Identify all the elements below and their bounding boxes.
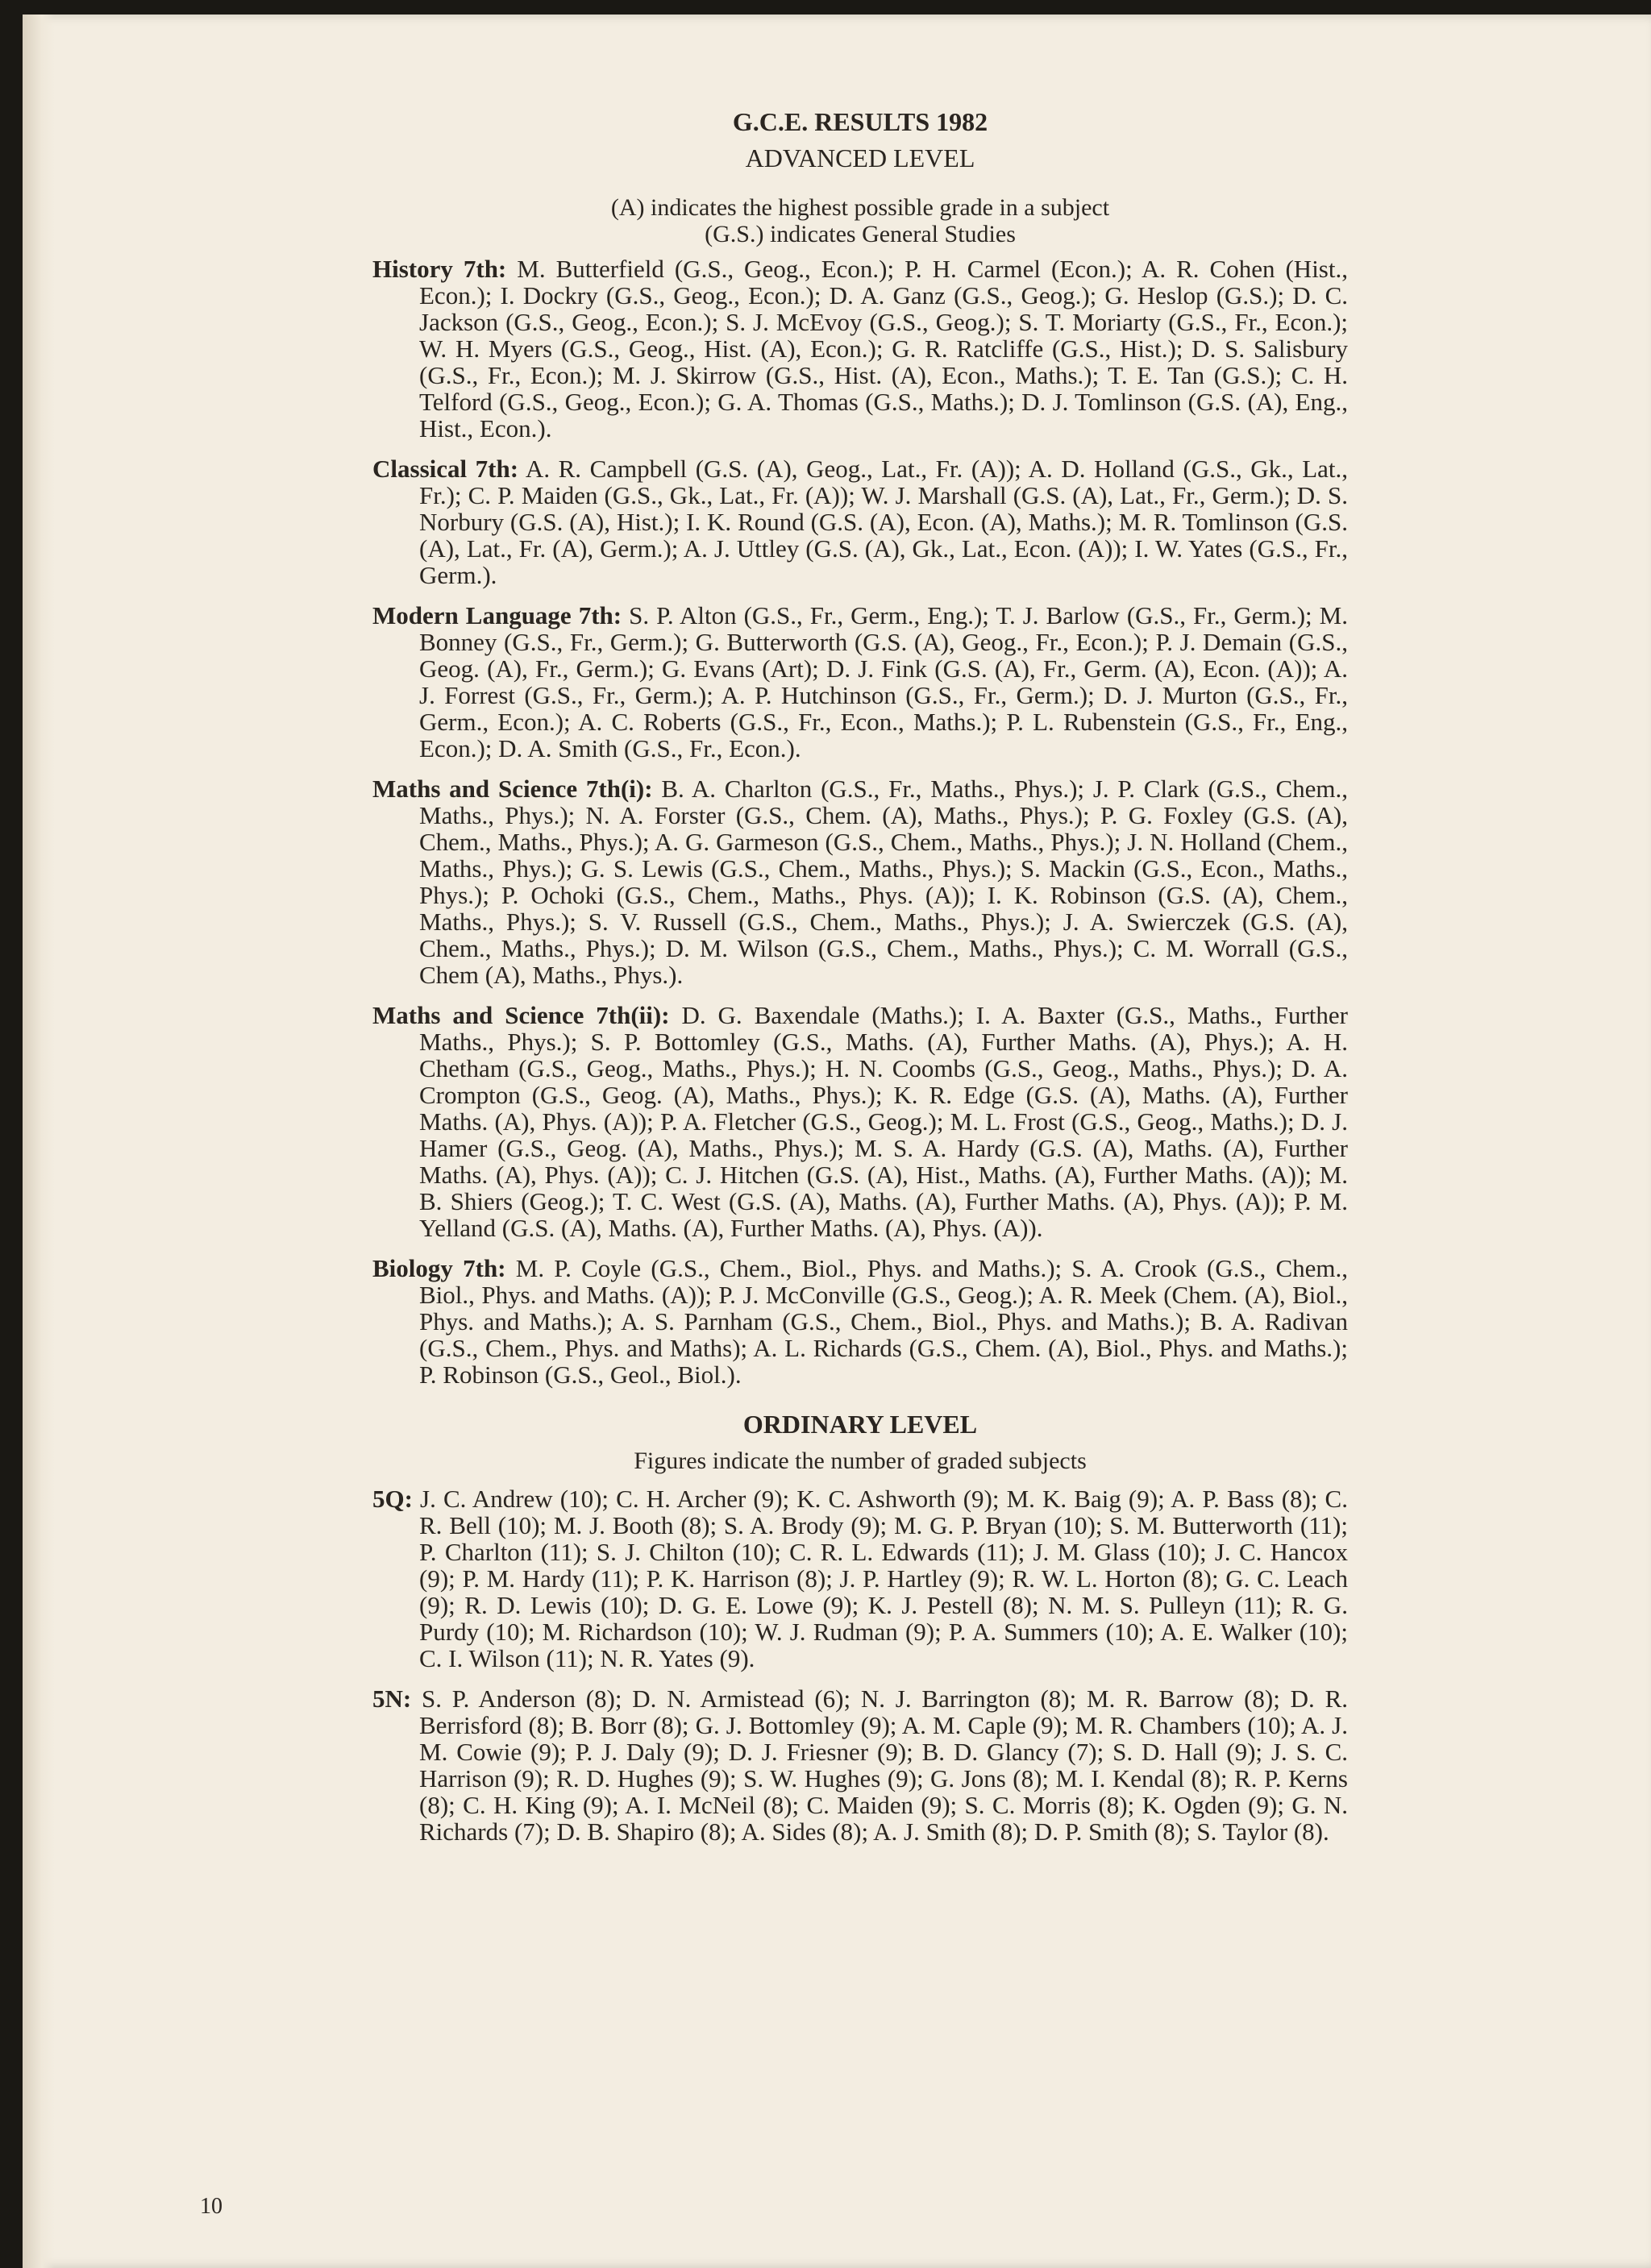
ordinary-level-note: Figures indicate the number of graded subjects [634, 1448, 1087, 1474]
note-general-studies: (G.S.) indicates General Studies [705, 221, 1016, 247]
form-label: History 7th: [372, 255, 507, 283]
page-edge-shadow [23, 15, 55, 2268]
form-label: Maths and Science 7th(ii): [372, 1001, 670, 1029]
note-highest-grade: (A) indicates the highest possible grade in a subject [610, 194, 1110, 221]
form-label: 5N: [372, 1684, 412, 1713]
results-paragraph-maths-science-i [372, 775, 1348, 988]
form-label: Biology 7th: [372, 1254, 506, 1282]
advanced-level-notes [372, 194, 1348, 247]
results-text: M. P. Coyle (G.S., Chem., Biol., Phys. and Maths.); S. A. Crook (G.S., Chem., Biol., Phys. and Maths. (A)); P. J. McConville (G.S., Geog.); A. R. Meek (Chem. (A), Biol., Phys. and Maths.); A. S. Parnham (G.S., Chem., Biol., Phys. and Maths.); B. A. Radivan (G.S., Chem., Phys. and Maths); A. L. Richards (G.S., Chem. (A), Biol., Phys. and Maths.); P. Robinson (G.S., Geol., Biol.). [419, 1254, 1348, 1389]
results-paragraph-5n [372, 1685, 1348, 1845]
results-text: A. R. Campbell (G.S. (A), Geog., Lat., Fr. (A)); A. D. Holland (G.S., Gk., Lat., Fr.); C. P. Maiden (G.S., Gk., Lat., Fr. (A)); W. J. Marshall (G.S. (A), Lat., Fr., Germ.); D. S. Norbury (G.S. (A), Hist.); I. K. Round (G.S. (A), Econ. (A), Maths.); M. R. Tomlinson (G.S. (A), Lat., Fr. (A), Germ.); A. J. Uttley (G.S. (A), Gk., Lat., Econ. (A)); I. W. Yates (G.S., Fr., Germ.). [419, 455, 1349, 589]
results-paragraph-modern-language [372, 602, 1348, 762]
results-paragraph-biology [372, 1255, 1348, 1388]
results-paragraph-maths-science-ii [372, 1002, 1348, 1241]
results-paragraph-classical [372, 455, 1348, 588]
results-text: S. P. Anderson (8); D. N. Armistead (6); N. J. Barrington (8); M. R. Barrow (8); D. R. Berrisford (8); B. Borr (8); G. J. Bottomley (9); A. M. Caple (9); M. R. Chambers (10); A. J. M. Cowie (9); P. J. Daly (9); D. J. Friesner (9); B. D. Glancy (7); S. D. Hall (9); J. S. C. Harrison (9); R. D. Hughes (9); S. W. Hughes (9); G. Jons (8); M. I. Kendal (8); R. P. Kerns (8); C. H. King (9); A. I. McNeil (8); C. Maiden (9); S. C. Morris (8); K. Ogden (9); G. N. Richards (7); D. B. Shapiro (8); A. Sides (8); A. J. Smith (8); D. P. Smith (8); S. Taylor (8). [411, 1684, 1348, 1846]
ordinary-level-heading: ORDINARY LEVEL [742, 1410, 978, 1439]
results-text: S. P. Alton (G.S., Fr., Germ., Eng.); T. J. Barlow (G.S., Fr., Germ.); M. Bonney (G.S., Fr., Germ.); G. Butterworth (G.S. (A), Geog., Fr., Econ.); P. J. Demain (G.S., Geog. (A), Fr., Germ.); G. Evans (Art); D. J. Fink (G.S. (A), Fr., Germ. (A), Econ. (A)); A. J. Forrest (G.S., Fr., Germ.); A. P. Hutchinson (G.S., Fr., Germ.); D. J. Murton (G.S., Fr., Germ., Econ.); A. C. Roberts (G.S., Fr., Econ., Maths.); P. L. Rubenstein (G.S., Fr., Eng., Econ.); D. A. Smith (G.S., Fr., Econ.). [419, 601, 1348, 762]
form-label: Maths and Science 7th(i): [372, 775, 653, 803]
page-number: 10 [200, 2194, 222, 2219]
advanced-level-heading: ADVANCED LEVEL [745, 143, 975, 172]
form-label: Classical 7th: [372, 455, 519, 483]
results-text: D. G. Baxendale (Maths.); I. A. Baxter (G.S., Maths., Further Maths., Phys.); S. P. Bottomley (G.S., Maths. (A), Further Maths. (A), Phys.); A. H. Chetham (G.S., Geog., Maths., Phys.); H. N. Coombs (G.S., Geog., Maths., Phys.); D. A. Crompton (G.S., Geog. (A), Maths., Phys.); K. R. Edge (G.S. (A), Maths. (A), Further Maths. (A), Phys. (A)); P. A. Fletcher (G.S., Geog.); M. L. Frost (G.S., Geog., Maths.); D. J. Hamer (G.S., Geog. (A), Maths., Phys.); M. S. A. Hardy (G.S. (A), Maths. (A), Further Maths. (A), Phys. (A)); C. J. Hitchen (G.S. (A), Hist., Maths. (A), Further Maths. (A)); M. B. Shiers (Geog.); T. C. West (G.S. (A), Maths. (A), Further Maths. (A), Phys. (A)); P. M. Yelland (G.S. (A), Maths. (A), Further Maths. (A), Phys. (A)). [419, 1001, 1349, 1242]
document-body [372, 109, 1348, 1859]
results-text: J. C. Andrew (10); C. H. Archer (9); K. C. Ashworth (9); M. K. Baig (9); A. P. Bass (8); C. R. Bell (10); M. J. Booth (8); S. A. Brody (9); M. G. P. Bryan (10); S. M. Butterworth (11); P. Charlton (11); S. J. Chilton (10); C. R. L. Edwards (11); J. M. Glass (10); J. C. Hancox (9); P. M. Hardy (11); P. K. Harrison (8); J. P. Hartley (9); R. W. L. Horton (8); G. C. Leach (9); R. D. Lewis (10); D. G. E. Lowe (9); K. J. Pestell (8); N. M. S. Pulleyn (11); R. G. Purdy (10); M. Richardson (10); W. J. Rudman (9); P. A. Summers (10); A. E. Walker (10); C. I. Wilson (11); N. R. Yates (9). [412, 1485, 1348, 1672]
document-title: G.C.E. RESULTS 1982 [732, 107, 988, 136]
results-text: M. Butterfield (G.S., Geog., Econ.); P. H. Carmel (Econ.); A. R. Cohen (Hist., Econ.); I. Dockry (G.S., Geog., Econ.); D. A. Ganz (G.S., Geog.); G. Heslop (G.S.); D. C. Jackson (G.S., Geog., Econ.); S. J. McEvoy (G.S., Geog.); S. T. Moriarty (G.S., Fr., Econ.); W. H. Myers (G.S., Geog., Hist. (A), Econ.); G. R. Ratcliffe (G.S., Hist.); D. S. Salisbury (G.S., Fr., Econ.); M. J. Skirrow (G.S., Hist. (A), Econ., Maths.); T. E. Tan (G.S.); C. H. Telford (G.S., Geog., Econ.); G. A. Thomas (G.S., Maths.); D. J. Tomlinson (G.S. (A), Eng., Hist., Econ.). [419, 255, 1348, 442]
results-paragraph-history [372, 255, 1348, 442]
form-label: Modern Language 7th: [372, 601, 622, 629]
form-label: 5Q: [372, 1485, 413, 1513]
results-text: B. A. Charlton (G.S., Fr., Maths., Phys.); J. P. Clark (G.S., Chem., Maths., Phys.); N. A. Forster (G.S., Chem. (A), Maths., Phys.); P. G. Foxley (G.S. (A), Chem., Maths., Phys.); A. G. Garmeson (G.S., Chem., Maths., Phys.); J. N. Holland (Chem., Maths., Phys.); G. S. Lewis (G.S., Chem., Maths., Phys.); S. Mackin (G.S., Econ., Maths., Phys.); P. Ochoki (G.S., Chem., Maths., Phys. (A)); I. K. Robinson (G.S. (A), Chem., Maths., Phys.); S. V. Russell (G.S., Chem., Maths., Phys.); J. A. Swierczek (G.S. (A), Chem., Maths., Phys.); D. M. Wilson (G.S., Chem., Maths., Phys.); C. M. Worrall (G.S., Chem (A), Maths., Phys.). [419, 775, 1348, 989]
results-paragraph-5q [372, 1485, 1348, 1672]
